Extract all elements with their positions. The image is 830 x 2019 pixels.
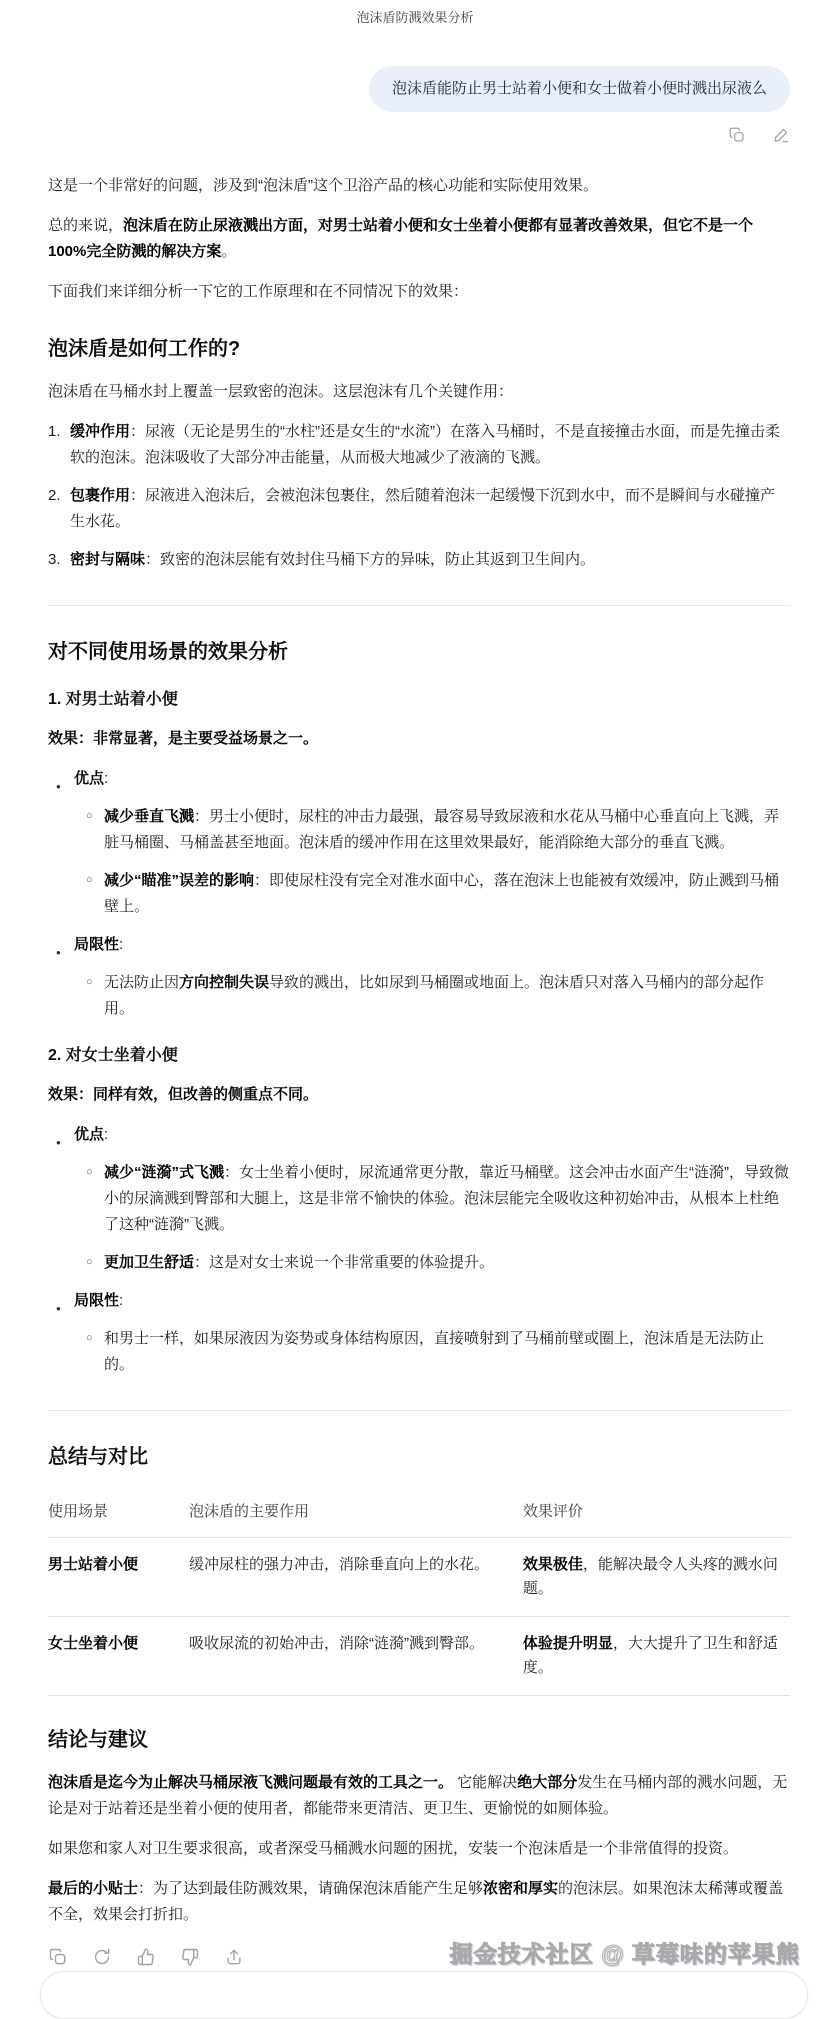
list-item [74, 970, 790, 1022]
sub-bullet-list [74, 804, 790, 920]
text-run: 吸收尿流的初始冲击，消除“涟漪”溅到臀部。 [188, 1635, 484, 1652]
list-number: 3. [48, 551, 61, 568]
watermark: 掘金技术社区 @ 草莓味的苹果熊 [449, 1941, 800, 1967]
text-run: 发生在马桶内部的溅水问题，无论是对于站着还是坐着小便的使用者，都能带来更清洁、更卫生、更愉悦的如厕体验。 [48, 1774, 788, 1817]
bullet-icon: ● [56, 1304, 61, 1313]
table-cell [523, 1538, 790, 1617]
bold-text: 局限性 [74, 1292, 120, 1309]
text-run: : [119, 1292, 124, 1309]
bullet-icon: ● [56, 948, 61, 957]
text-run: ：这是对女士来说一个非常重要的体验提升。 [194, 1254, 495, 1271]
copy-message-button[interactable] [728, 127, 746, 145]
list-item-text [70, 419, 790, 471]
bold-text: 女士坐着小便 [48, 1635, 139, 1652]
paragraph [48, 1836, 790, 1862]
bold-text: 缓冲作用 [70, 423, 131, 440]
text-run: 如果您和家人对卫生要求很高，或者深受马桶溅水问题的困扰，安装一个泡沫盾是一个非常值得的投资。 [48, 1840, 739, 1857]
edit-icon [772, 126, 790, 147]
bullet-list [48, 766, 790, 1022]
list-item-text [104, 1160, 790, 1238]
refresh-icon [92, 1947, 112, 1970]
circle-bullet-icon: ○ [86, 874, 93, 886]
section-heading [48, 1443, 790, 1471]
table-column-header: 效果评价 [523, 1489, 790, 1538]
regenerate-button[interactable] [92, 1948, 112, 1968]
text-run: ：男士小便时，尿柱的冲击力最强，最容易导致尿液和水花从马桶中心垂直向上飞溅，弄脏马桶圈、马桶盖甚至地面。泡沫盾的缓冲作用在这里效果最好，能消除绝大部分的垂直飞溅。 [104, 808, 780, 851]
sub-bullet-list [74, 1160, 790, 1276]
table-column-header: 使用场景 [48, 1489, 189, 1538]
bullet-icon: ● [56, 1138, 61, 1147]
list-item [74, 1326, 790, 1378]
list-item [48, 1288, 790, 1378]
paragraph [48, 1770, 790, 1822]
text-run: 的泡沫层。如果泡沫太稀薄或覆盖不全，效果会打折扣。 [48, 1880, 784, 1923]
text-run: 总结与对比 [48, 1446, 148, 1468]
section-heading [48, 335, 790, 363]
section-heading [48, 1726, 790, 1754]
copy-icon [48, 1947, 68, 1970]
assistant-response [48, 173, 790, 1928]
text-run: ：致密的泡沫层能有效封住马桶下方的异味，防止其返到卫生间内。 [145, 551, 596, 568]
section-heading [48, 638, 790, 666]
list-item-text [104, 804, 790, 856]
subsection-heading [48, 1044, 790, 1068]
text-run: 对不同使用场景的效果分析 [48, 641, 288, 663]
text-run: : [119, 936, 124, 953]
table-row [48, 1538, 790, 1617]
list-item-text [74, 766, 790, 920]
bold-text: 绝大部分 [517, 1774, 578, 1791]
table-cell [48, 1538, 189, 1617]
bold-text: 优点 [74, 1126, 105, 1143]
list-number: 2. [48, 487, 61, 504]
table-row [48, 1617, 790, 1696]
paragraph [48, 279, 790, 305]
paragraph [48, 213, 790, 265]
copy-response-button[interactable] [48, 1948, 68, 1968]
user-message-actions [48, 127, 790, 145]
text-run: 无法防止因 [104, 974, 180, 991]
paragraph [48, 1082, 790, 1108]
text-run: : [104, 770, 109, 787]
paragraph [48, 173, 790, 199]
table-column-header: 泡沫盾的主要作用 [189, 1489, 523, 1538]
table-body [48, 1538, 790, 1696]
list-item-text [74, 1122, 790, 1276]
list-item [74, 1160, 790, 1238]
text-run: 。 [221, 243, 237, 260]
bold-text: 密封与隔味 [70, 551, 146, 568]
circle-bullet-icon: ○ [86, 976, 93, 988]
circle-bullet-icon: ○ [86, 810, 93, 822]
table-cell [189, 1617, 523, 1696]
ordered-list [48, 419, 790, 573]
sub-bullet-list [74, 1326, 790, 1378]
bullet-icon: ● [56, 782, 61, 791]
thumbs-down-icon [180, 1947, 200, 1970]
bold-text: 局限性 [74, 936, 120, 953]
list-item-text [70, 547, 790, 573]
bold-text: 效果：同样有效，但改善的侧重点不同。 [48, 1086, 319, 1103]
bold-text: 包裹作用 [70, 487, 131, 504]
text-run: ：女士坐着小便时，尿流通常更分散，靠近马桶壁。这会冲击水面产生“涟漪”，导致微小的尿滴溅到臀部和大腿上，这是非常不愉快的体验。泡沫层能完全吸收这种初始冲击，从根本上杜绝了这种“涟漪”飞溅。 [104, 1164, 790, 1233]
text-run: 导致的溅出，比如尿到马桶圈或地面上。泡沫盾只对落入马桶内的部分起作用。 [104, 974, 765, 1017]
bold-text: 减少“瞄准”误差的影响 [104, 872, 255, 889]
text-run: 结论与建议 [48, 1729, 148, 1751]
bullet-list [48, 1122, 790, 1378]
list-item [74, 868, 790, 920]
text-run: 泡沫盾在马桶水封上覆盖一层致密的泡沫。这层泡沫有几个关键作用： [48, 383, 514, 400]
list-item-text [74, 932, 790, 1022]
paragraph [48, 1876, 790, 1928]
text-run: 和男士一样，如果尿液因为姿势或身体结构原因，直接喷射到了马桶前壁或圈上，泡沫盾是无法防止的。 [104, 1330, 765, 1373]
section-divider [48, 1410, 790, 1411]
text-run: 泡沫盾是如何工作的? [48, 338, 241, 360]
thumbs-up-button[interactable] [136, 1948, 156, 1968]
bold-text: 浓密和厚实 [483, 1880, 559, 1897]
subsection-heading [48, 688, 790, 712]
user-message-row [48, 66, 790, 112]
bold-text: 效果极佳 [522, 1556, 583, 1573]
text-run: 1. 对男士站着小便 [48, 691, 178, 708]
copy-icon [728, 126, 746, 147]
list-item-text [104, 1326, 790, 1378]
bold-text: 效果：非常显著，是主要受益场景之一。 [48, 730, 319, 747]
bold-text: 方向控制失误 [179, 974, 270, 991]
circle-bullet-icon: ○ [86, 1166, 93, 1178]
text-run: ：尿液进入泡沫后，会被泡沫包裹住，然后随着泡沫一起缓慢下沉到水中，而不是瞬间与水碰撞产生水花。 [70, 487, 776, 530]
list-item [74, 1250, 790, 1276]
text-run: ：即使尿柱没有完全对准水面中心，落在泡沫上也能被有效缓冲，防止溅到马桶壁上。 [104, 872, 780, 915]
bold-text: 更加卫生舒适 [104, 1254, 195, 1271]
table-header [48, 1489, 790, 1538]
circle-bullet-icon: ○ [86, 1256, 93, 1268]
text-run: 总的来说， [48, 217, 124, 234]
section-divider [48, 605, 790, 606]
thumbs-down-button[interactable] [180, 1948, 200, 1968]
list-item-text [70, 483, 790, 535]
text-run: : [104, 1126, 109, 1143]
list-item [48, 419, 790, 471]
text-run: ，大大提升了卫生和舒适度。 [522, 1635, 778, 1676]
text-run: 它能解决 [453, 1774, 518, 1791]
bold-text: 泡沫盾在防止尿液溅出方面，对男士站着小便和女士坐着小便都有显著改善效果，但它不是一个100%完全防溅的解决方案 [48, 217, 754, 260]
paragraph [48, 726, 790, 752]
text-run: 下面我们来详细分析一下它的工作原理和在不同情况下的效果： [48, 283, 469, 300]
list-number: 1. [48, 423, 61, 440]
text-run: ，能解决最令人头疼的溅水问题。 [522, 1556, 778, 1597]
list-item [48, 766, 790, 920]
table-cell [523, 1617, 790, 1696]
text-run: 2. 对女士坐着小便 [48, 1047, 178, 1064]
text-run: 这是一个非常好的问题，涉及到“泡沫盾”这个卫浴产品的核心功能和实际使用效果。 [48, 177, 598, 194]
bold-text: 优点 [74, 770, 105, 787]
bold-text: 体验提升明显 [522, 1635, 613, 1652]
table-header-row [48, 1489, 790, 1538]
thumbs-up-icon [136, 1947, 156, 1970]
sub-bullet-list [74, 970, 790, 1022]
chat-input[interactable] [40, 1971, 808, 2019]
edit-message-button[interactable] [772, 127, 790, 145]
list-item-text [104, 868, 790, 920]
list-item-text [104, 970, 790, 1022]
bold-text: 减少垂直飞溅 [104, 808, 195, 825]
table-cell [189, 1538, 523, 1617]
bold-text: 泡沫盾是迄今为止解决马桶尿液飞溅问题最有效的工具之一。 [48, 1774, 454, 1791]
list-item [48, 547, 790, 573]
list-item [48, 932, 790, 1022]
bold-text: 男士站着小便 [48, 1556, 139, 1573]
bold-text: 最后的小贴士 [48, 1880, 139, 1897]
list-item-text [74, 1288, 790, 1378]
user-message-bubble: 泡沫盾能防止男士站着小便和女士做着小便时溅出尿液么 [369, 66, 790, 112]
list-item [74, 804, 790, 856]
chat-thread [0, 66, 830, 1968]
share-icon [224, 1947, 244, 1970]
list-item-text [104, 1250, 790, 1276]
text-run: ：尿液（无论是男生的“水柱”还是女生的“水流”）在落入马桶时，不是直接撞击水面，而是先撞击柔软的泡沫。泡沫吸收了大部分冲击能量，从而极大地减少了液滴的飞溅。 [70, 423, 781, 466]
share-button[interactable] [224, 1948, 244, 1968]
text-run: 缓冲尿柱的强力冲击，消除垂直向上的水花。 [188, 1556, 489, 1573]
paragraph [48, 379, 790, 405]
text-run: ：为了达到最佳防溅效果，请确保泡沫盾能产生足够 [138, 1880, 484, 1897]
bold-text: 减少“涟漪”式飞溅 [104, 1164, 225, 1181]
circle-bullet-icon: ○ [86, 1332, 93, 1344]
list-item [48, 1122, 790, 1276]
page-title: 泡沫盾防溅效果分析 [356, 10, 474, 25]
table-cell [48, 1617, 189, 1696]
list-item [48, 483, 790, 535]
comparison-table [48, 1489, 790, 1696]
